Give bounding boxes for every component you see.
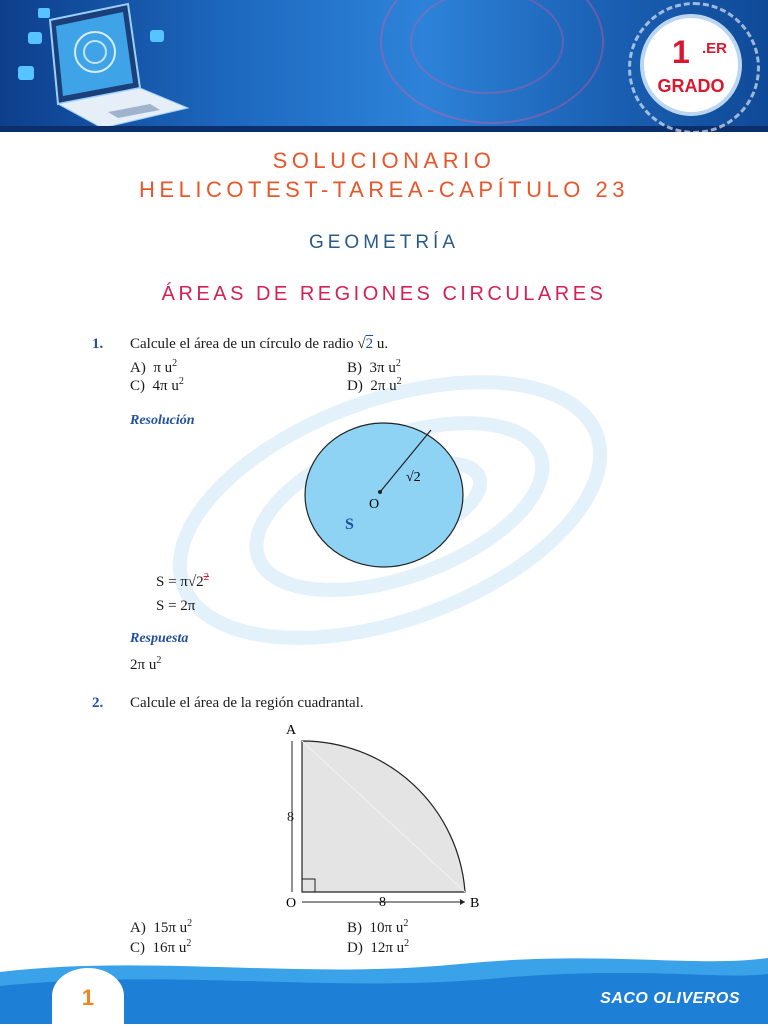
question-1-text-before: Calcule el área de un círculo de radio [130,336,358,352]
grade-number: 1 [672,34,690,70]
laptop-illustration [10,0,200,130]
sqrt-symbol: √ [357,336,366,352]
q1-option-b: B) 3π $u^2$ [347,358,401,376]
q1-option-d: D) 2π $u^2$ [347,376,402,394]
step-2: S = 2π [156,598,196,614]
grade-suffix: .ER [702,40,728,57]
quadrant-figure [280,720,490,915]
q1-resolution-label: Resolución [130,413,195,428]
topic-heading: ÁREAS DE REGIONES CIRCULARES [161,283,607,305]
radius-label: √2 [406,470,421,485]
q2-option-a: A) 15π $u^2$ [130,918,193,936]
side-v-label: 8 [287,810,294,825]
q1-answer: 2π $u^2$ [130,655,162,673]
question-1-text-after: u. [373,336,389,352]
point-b-label: B [470,896,480,911]
dimension-arrow [460,899,465,905]
q1-option-a: A) π $u^2$ [130,358,178,376]
point-a-label: A [286,723,297,738]
brand-name: SACO OLIVEROS [600,990,740,1007]
point-o-label: O [286,896,297,911]
q1-answer-label: Respuesta [130,631,189,646]
header-banner [0,0,768,132]
question-2-text: Calcule el área de la región cuadrantal. [130,695,364,711]
grade-label: GRADO [657,76,725,96]
question-2-number: 2. [92,695,104,711]
center-label: O [369,497,380,512]
q2-option-d: D) 12π $u^2$ [347,938,410,956]
circle-figure [290,415,480,575]
q2-option-c: C) 16π $u^2$ [130,938,192,956]
title-line-2: HELICOTEST-TAREA-CAPÍTULO 23 [139,177,629,202]
page-number: 1 [52,968,124,1024]
banner-baseline [0,126,768,132]
step-1 [156,571,210,591]
q1-option-c: C) 4π $u^2$ [130,376,184,394]
title-line-1: SOLUCIONARIO [272,148,496,173]
subject-heading: GEOMETRÍA [308,232,459,253]
region-label: S [345,516,354,533]
q2-option-b: B) 10π $u^2$ [347,918,409,936]
grade-badge [640,14,742,116]
question-1-number: 1. [92,336,104,352]
crossed-exponent: 2 [203,571,210,583]
circle-region [305,423,463,567]
question-1-text [130,336,388,353]
question-1-radius: 2 [365,336,374,352]
step-1-text: S = π√2 [156,574,204,590]
side-h-label: 8 [379,895,386,910]
center-point [378,490,382,494]
